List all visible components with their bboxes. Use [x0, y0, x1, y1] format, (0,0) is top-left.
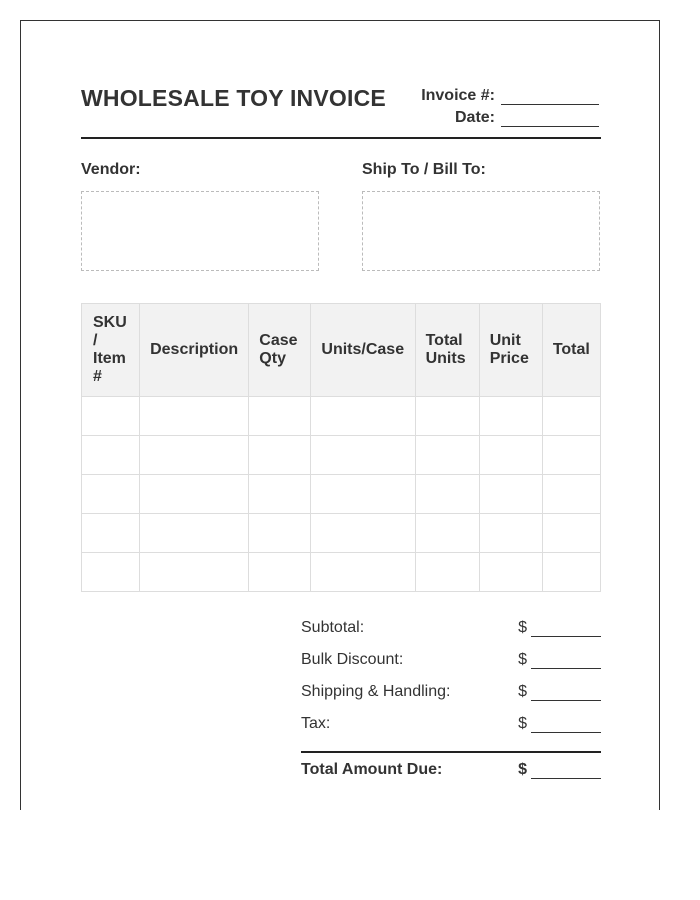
- bulk-discount-field[interactable]: [531, 652, 601, 669]
- table-cell[interactable]: [542, 436, 600, 475]
- table-cell[interactable]: [82, 475, 140, 514]
- table-cell[interactable]: [249, 514, 311, 553]
- table-row: [82, 397, 601, 436]
- currency-symbol: $: [518, 761, 527, 778]
- tax-field[interactable]: [531, 716, 601, 733]
- table-cell[interactable]: [140, 475, 249, 514]
- bulk-discount-amount: [518, 651, 601, 669]
- table-cell[interactable]: [249, 475, 311, 514]
- ship-bill-label: Ship To / Bill To:: [362, 161, 486, 178]
- table-cell[interactable]: [249, 553, 311, 592]
- shipping-label: Shipping & Handling:: [301, 683, 451, 700]
- table-row: [82, 475, 601, 514]
- column-header: Case Qty: [249, 304, 311, 397]
- table-cell[interactable]: [140, 397, 249, 436]
- column-header: Unit Price: [479, 304, 542, 397]
- table-cell[interactable]: [415, 397, 479, 436]
- invoice-date-field[interactable]: [501, 111, 599, 127]
- tax-row: [301, 713, 601, 745]
- total-due-field[interactable]: [531, 762, 601, 779]
- ship-bill-box[interactable]: [362, 191, 600, 271]
- table-cell[interactable]: [542, 475, 600, 514]
- table-cell[interactable]: [479, 514, 542, 553]
- table-cell[interactable]: [311, 436, 415, 475]
- column-header: Units/Case: [311, 304, 415, 397]
- table-cell[interactable]: [542, 397, 600, 436]
- total-divider: [301, 751, 601, 753]
- currency-symbol: $: [518, 651, 527, 668]
- table-cell[interactable]: [140, 514, 249, 553]
- invoice-date-label: Date:: [454, 109, 495, 126]
- table-cell[interactable]: [140, 553, 249, 592]
- currency-symbol: $: [518, 619, 527, 636]
- table-cell[interactable]: [311, 475, 415, 514]
- vendor-box[interactable]: [81, 191, 319, 271]
- bulk-discount-row: [301, 649, 601, 681]
- table-body: [82, 397, 601, 592]
- column-header: Description: [140, 304, 249, 397]
- table-cell[interactable]: [82, 436, 140, 475]
- invoice-page: [20, 20, 660, 810]
- tax-amount: [518, 715, 601, 733]
- total-due-amount: [518, 761, 601, 779]
- subtotal-amount: [518, 619, 601, 637]
- table-cell[interactable]: [249, 436, 311, 475]
- table-row: [82, 436, 601, 475]
- currency-symbol: $: [518, 683, 527, 700]
- table-cell[interactable]: [479, 436, 542, 475]
- table-cell[interactable]: [415, 475, 479, 514]
- table-cell[interactable]: [415, 514, 479, 553]
- shipping-row: [301, 681, 601, 713]
- table-cell[interactable]: [479, 553, 542, 592]
- table-cell[interactable]: [311, 553, 415, 592]
- table-cell[interactable]: [479, 475, 542, 514]
- invoice-date-row: [359, 105, 599, 127]
- total-due-label: Total Amount Due:: [301, 761, 443, 778]
- shipping-amount: [518, 683, 601, 701]
- invoice-number-field[interactable]: [501, 89, 599, 105]
- invoice-meta: [359, 83, 599, 127]
- table-cell[interactable]: [82, 553, 140, 592]
- table-cell[interactable]: [542, 553, 600, 592]
- table-cell[interactable]: [311, 514, 415, 553]
- table-cell[interactable]: [140, 436, 249, 475]
- table-cell[interactable]: [415, 553, 479, 592]
- table-row: [82, 553, 601, 592]
- invoice-title: WHOLESALE TOY INVOICE: [81, 85, 386, 111]
- table-cell[interactable]: [82, 397, 140, 436]
- table-cell[interactable]: [415, 436, 479, 475]
- invoice-number-label: Invoice #:: [421, 87, 495, 104]
- column-header: Total: [542, 304, 600, 397]
- subtotal-label: Subtotal:: [301, 619, 365, 636]
- column-header: Total Units: [415, 304, 479, 397]
- table-row: [82, 514, 601, 553]
- tax-label: Tax:: [301, 715, 331, 732]
- table-cell[interactable]: [82, 514, 140, 553]
- shipping-field[interactable]: [531, 684, 601, 701]
- line-items-table: [81, 303, 601, 592]
- table-header-row: [82, 304, 601, 397]
- total-due-row: [301, 759, 601, 791]
- subtotal-field[interactable]: [531, 620, 601, 637]
- table-cell[interactable]: [542, 514, 600, 553]
- currency-symbol: $: [518, 715, 527, 732]
- table-cell[interactable]: [249, 397, 311, 436]
- column-header: SKU / Item #: [82, 304, 140, 397]
- vendor-label: Vendor:: [81, 161, 141, 178]
- invoice-number-row: [359, 83, 599, 105]
- header-divider: [81, 137, 601, 139]
- table-cell[interactable]: [479, 397, 542, 436]
- totals-section: [301, 617, 601, 778]
- subtotal-row: [301, 617, 601, 649]
- bulk-discount-label: Bulk Discount:: [301, 651, 404, 668]
- table-cell[interactable]: [311, 397, 415, 436]
